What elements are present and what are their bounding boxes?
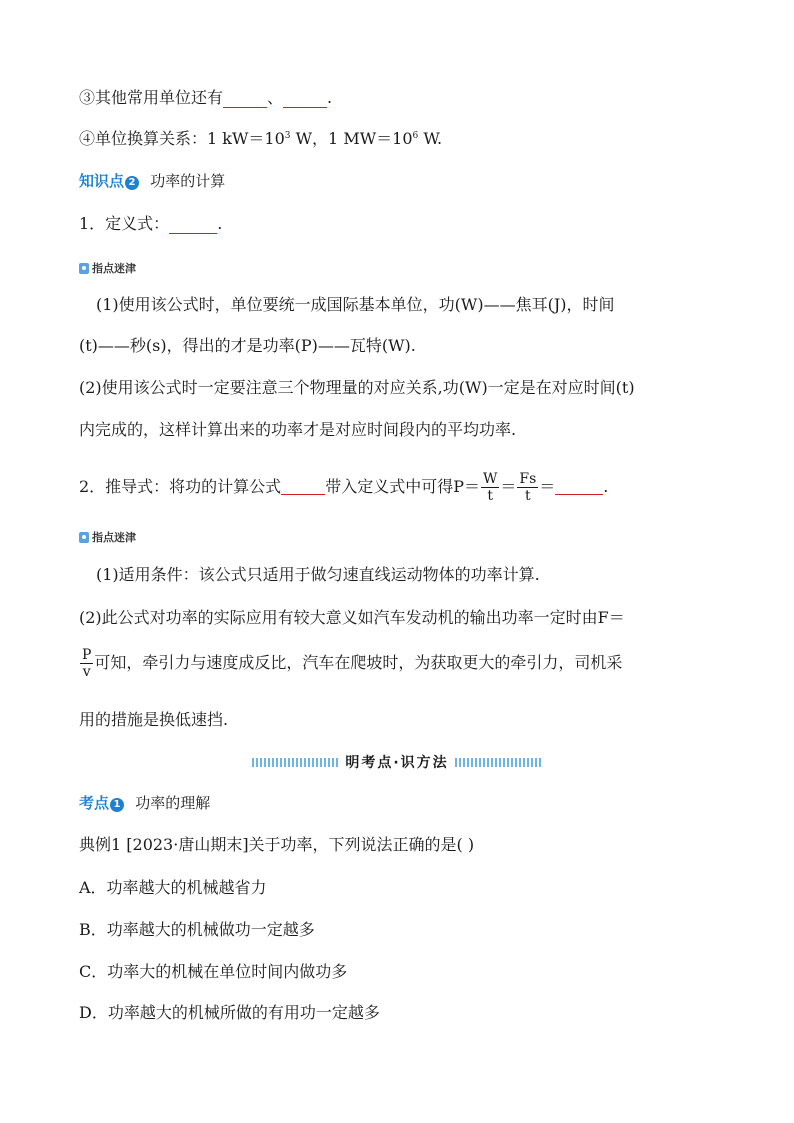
conversion-line bbox=[79, 129, 442, 149]
conversion-text: ④单位换算关系：1 kW＝10 bbox=[79, 129, 285, 148]
unit-line-text: ③其他常用单位还有 bbox=[79, 88, 224, 107]
derivation-line bbox=[79, 470, 608, 504]
equals-sign: ＝ bbox=[500, 477, 517, 496]
fraction-w-over-t bbox=[481, 471, 499, 504]
tip-heading bbox=[79, 529, 136, 545]
answer-blank[interactable] bbox=[169, 219, 217, 234]
tip-text-line bbox=[79, 646, 622, 680]
fraction-fs-over-t bbox=[517, 471, 538, 504]
tip-label: 指点迷津 bbox=[92, 262, 136, 275]
knowledge-point-label: 知识点 bbox=[79, 172, 125, 190]
period: . bbox=[217, 214, 223, 233]
knowledge-point-heading bbox=[79, 170, 225, 191]
exam-point-label: 考点 bbox=[79, 794, 110, 812]
knowledge-point-number: 2 bbox=[125, 176, 139, 190]
conversion-text: W. bbox=[418, 129, 443, 148]
numerator: W bbox=[482, 471, 498, 487]
denominator: v bbox=[82, 664, 91, 680]
option-c[interactable]: C．功率大的机械在单位时间内做功多 bbox=[79, 962, 348, 981]
knowledge-point-title: 功率的计算 bbox=[150, 172, 226, 190]
unit-line bbox=[79, 88, 332, 108]
tip-text: 可知，牵引力与速度成反比，汽车在爬坡时，为获取更大的牵引力，司机采 bbox=[94, 653, 623, 672]
period: . bbox=[603, 477, 609, 496]
tip-text: (1)适用条件：该公式只适用于做匀速直线运动物体的功率计算. bbox=[96, 565, 540, 584]
option-d[interactable]: D．功率越大的机械所做的有用功一定越多 bbox=[79, 1003, 380, 1022]
answer-blank[interactable] bbox=[555, 480, 603, 495]
tip-text: (1)使用该公式时，单位要统一成国际基本单位，功(W)——焦耳(J)，时间 bbox=[96, 295, 615, 314]
tip-text: 内完成的，这样计算出来的功率才是对应时间段内的平均功率. bbox=[79, 420, 517, 439]
definition-text: 1．定义式： bbox=[79, 214, 170, 233]
derivation-text: 2．推导式：将功的计算公式 bbox=[79, 477, 282, 496]
exponent: 6 bbox=[412, 131, 419, 141]
option-a[interactable]: A．功率越大的机械越省力 bbox=[79, 878, 267, 897]
tip-text: (2)使用该公式时一定要注意三个物理量的对应关系,功(W)一定是在对应时间(t) bbox=[79, 378, 635, 397]
banner-stripe bbox=[252, 758, 339, 767]
example-question: 典例1 [2023·唐山期末]关于功率，下列说法正确的是( ) bbox=[79, 835, 475, 854]
fraction-p-over-v bbox=[80, 647, 93, 680]
answer-blank[interactable] bbox=[283, 93, 327, 108]
banner-title: 明考点·识方法 bbox=[345, 755, 449, 771]
numerator: P bbox=[82, 647, 92, 663]
denominator: t bbox=[487, 488, 493, 504]
option-b[interactable]: B．功率越大的机械做功一定越多 bbox=[79, 920, 315, 939]
tip-heading bbox=[79, 260, 136, 276]
answer-blank[interactable] bbox=[223, 93, 267, 108]
tip-text: (t)——秒(s)，得出的才是功率(P)——瓦特(W). bbox=[79, 336, 416, 355]
tip-text: 用的措施是换低速挡. bbox=[79, 710, 229, 729]
tip-label: 指点迷津 bbox=[92, 531, 136, 544]
exponent: 3 bbox=[284, 131, 291, 141]
derivation-text: 带入定义式中可得P＝ bbox=[325, 477, 480, 496]
separator: 、 bbox=[267, 88, 284, 107]
exam-point-heading bbox=[79, 792, 210, 813]
equals-sign: ＝ bbox=[539, 477, 556, 496]
period: . bbox=[327, 88, 333, 107]
tip-icon bbox=[79, 532, 89, 543]
exam-point-number: 1 bbox=[110, 798, 124, 812]
answer-blank[interactable] bbox=[281, 480, 325, 495]
numerator: Fs bbox=[519, 471, 537, 487]
conversion-text: W，1 MW＝10 bbox=[290, 129, 413, 148]
section-banner bbox=[252, 752, 542, 772]
tip-text: (2)此公式对功率的实际应用有较大意义如汽车发动机的输出功率一定时由F＝ bbox=[79, 608, 625, 627]
denominator: t bbox=[525, 488, 531, 504]
exam-point-title: 功率的理解 bbox=[135, 794, 211, 812]
definition-line bbox=[79, 214, 222, 234]
banner-stripe bbox=[455, 758, 542, 767]
tip-icon bbox=[79, 263, 89, 274]
